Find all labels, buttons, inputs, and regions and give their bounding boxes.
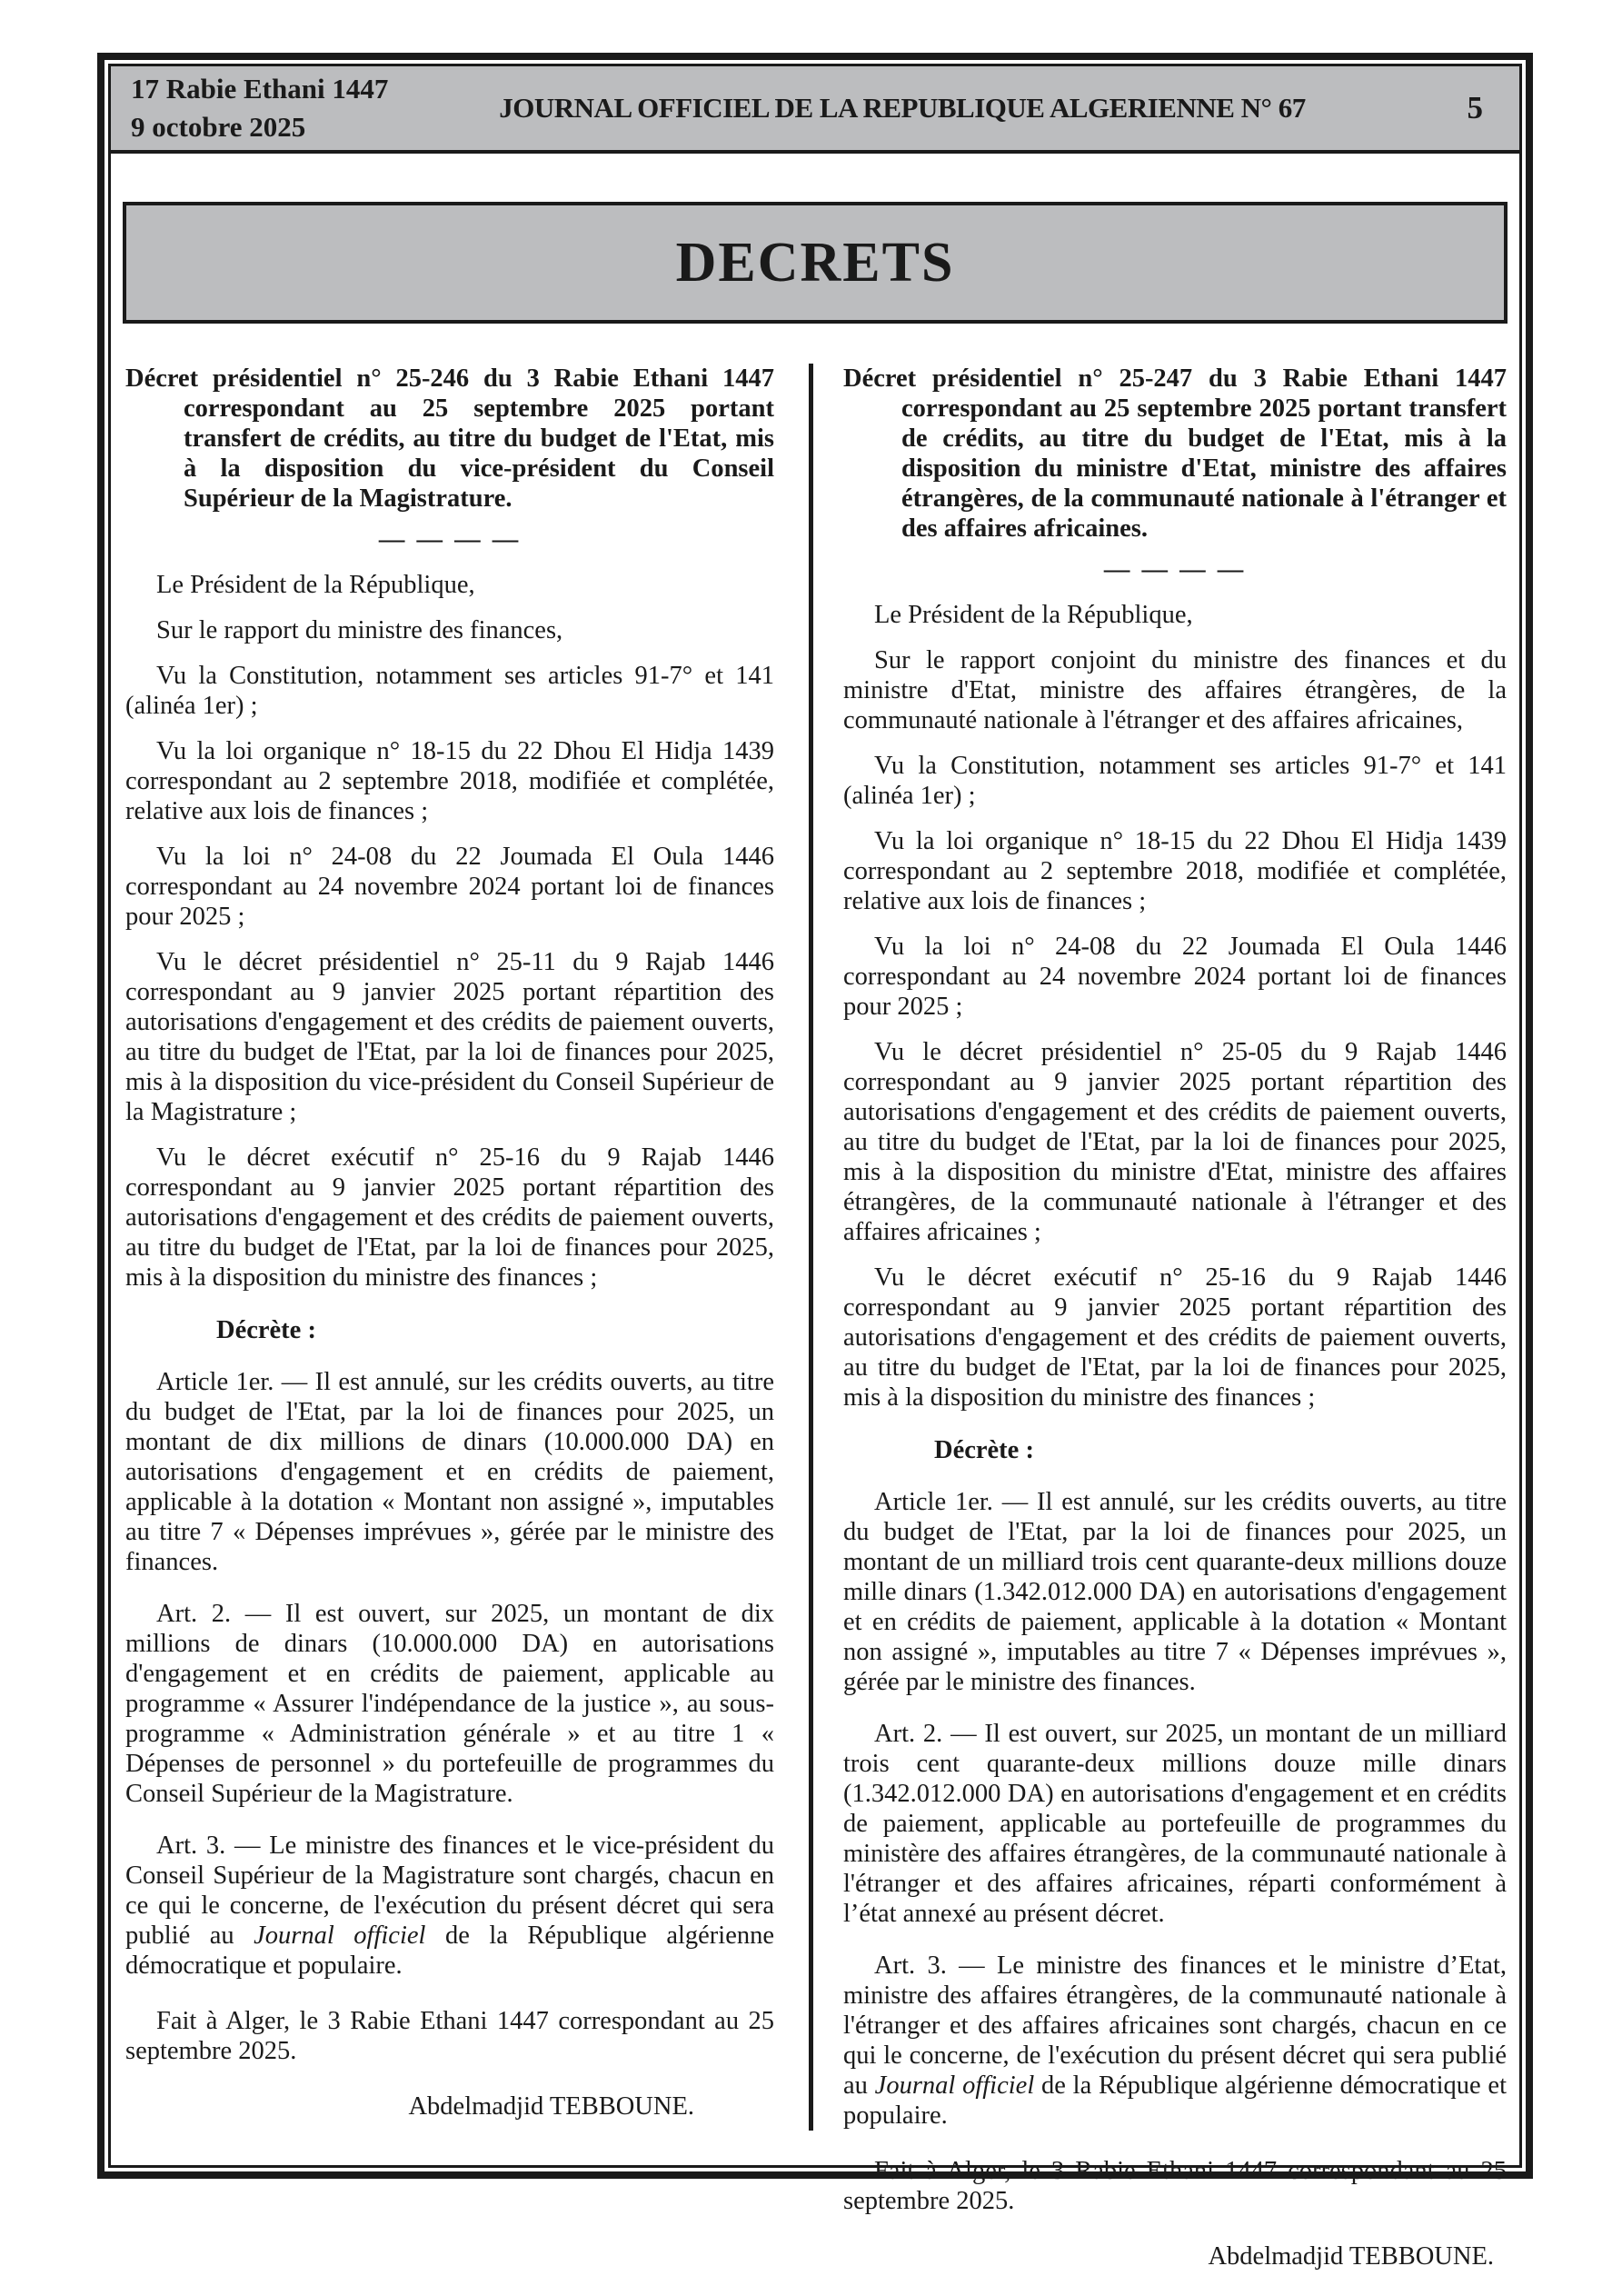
decree-title: Décret présidentiel n° 25-247 du 3 Rabie Ethani 1447 correspondant au 25 septembre 2025 portant transfert de crédits, au titre du budget de l'Etat, mis à la disposition du ministre d'Etat, ministre des affaires étrangères, de la communauté nationale à l'étranger et des affaires africaines.	[843, 364, 1507, 543]
paragraph: Le Président de la République,	[874, 601, 1193, 629]
article-3	[125, 1831, 774, 1981]
page-frame	[97, 53, 1533, 2271]
paragraph: Vu la Constitution, notamment ses articles 91-7° et 141 (alinéa 1er) ;	[125, 662, 774, 720]
decree-25-246-column	[111, 364, 809, 2121]
article-3-text-end: de la République algérienne démocratique et populaire.	[125, 1922, 774, 1980]
title-separator: — — — —	[378, 525, 522, 554]
content-columns	[111, 364, 1519, 2271]
page-frame-inner	[108, 64, 1522, 2271]
article-3-text-end: de la République algérienne démocratique et populaire.	[843, 2071, 1507, 2130]
signature: Abdelmadjid TEBBOUNE.	[1208, 2242, 1494, 2271]
issue-date-hijri: 17 Rabie Ethani 1447	[131, 73, 389, 105]
decrete-label: Décrète :	[216, 1316, 316, 1344]
dateline: Fait à Alger, le 3 Rabie Ethani 1447 correspondant au 25 septembre 2025.	[125, 2007, 774, 2065]
paragraph: Sur le rapport du ministre des finances,	[156, 616, 563, 644]
decree-25-247-column	[813, 364, 1519, 2271]
article-2: Art. 2. — Il est ouvert, sur 2025, un montant de dix millions de dinars (10.000.000 DA) en autorisations d'engagement et en crédits de paiement, applicable au programme « Assurer l'indépendance de la justice », au sous-programme « Administration générale » et au titre 1 « Dépenses de personnel » du portefeuille de programmes du Conseil Supérieur de la Magistrature.	[125, 1600, 774, 1808]
page-number: 5	[1467, 90, 1483, 125]
paragraph: Vu la loi organique n° 18-15 du 22 Dhou El Hidja 1439 correspondant au 2 septembre 2018, modifiée et complétée, relative aux lois de finances ;	[125, 737, 774, 825]
paragraph: Vu la Constitution, notamment ses articles 91-7° et 141 (alinéa 1er) ;	[843, 752, 1507, 810]
title-separator: — — — —	[1103, 555, 1247, 584]
journal-header	[111, 66, 1519, 154]
article-3-text: Art. 3. — Le ministre des finances et le vice-président du Conseil Supérieur de la Magistrature sont chargés, chacun en ce qui le concerne, de l'exécution du présent décret qui sera publié au	[125, 1832, 774, 1950]
journal-officiel-italic: Journal officiel	[874, 2071, 1035, 2100]
paragraph: Vu la loi n° 24-08 du 22 Joumada El Oula 1446 correspondant au 24 novembre 2024 portant loi de finances pour 2025 ;	[843, 933, 1507, 1021]
issue-dates	[131, 70, 431, 146]
paragraph: Sur le rapport conjoint du ministre des finances et du ministre d'Etat, ministre des affaires étrangères, de la communauté nationale à l'étranger et des affaires africaines,	[843, 646, 1507, 734]
paragraph: Vu le décret présidentiel n° 25-05 du 9 Rajab 1446 correspondant au 9 janvier 2025 portant répartition des autorisations d'engagement et des crédits de paiement ouverts, au titre du budget de l'Etat, par la loi de finances pour 2025, mis à la disposition du ministre d'Etat, ministre des affaires étrangères, de la communauté nationale à l'étranger et des affaires africaines ;	[843, 1038, 1507, 1246]
dateline: Fait à Alger, le 3 Rabie Ethani 1447 correspondant au 25 septembre 2025.	[843, 2157, 1507, 2215]
decrete-label: Décrète :	[934, 1436, 1034, 1464]
article-1: Article 1er. — Il est annulé, sur les crédits ouverts, au titre du budget de l'Etat, par la loi de finances pour 2025, un montant de un milliard trois cent quarante-deux millions douze mille dinars (1.342.012.000 DA) en autorisations d'engagement et en crédits de paiement, applicable à la dotation « Montant non assigné », imputables au titre 7 « Dépenses imprévues », gérée par le ministre des finances.	[843, 1488, 1507, 1696]
article-3	[843, 1951, 1507, 2131]
paragraph: Vu le décret exécutif n° 25-16 du 9 Rajab 1446 correspondant au 9 janvier 2025 portant répartition des autorisations d'engagement et des crédits de paiement ouverts, au titre du budget de l'Etat, par la loi de finances pour 2025, mis à la disposition du ministre des finances ;	[125, 1143, 774, 1292]
paragraph: Vu la loi n° 24-08 du 22 Joumada El Oula 1446 correspondant au 24 novembre 2024 portant loi de finances pour 2025 ;	[125, 843, 774, 931]
article-2: Art. 2. — Il est ouvert, sur 2025, un montant de un milliard trois cent quarante-deux millions douze mille dinars (1.342.012.000 DA) en autorisations d'engagement et en crédits de paiement, applicable au portefeuille de programmes du ministère des affaires étrangères, de la communauté nationale à l'étranger et des affaires africaines, réparti conformément à l’état annexé au présent décret.	[843, 1720, 1507, 1928]
issue-date-gregorian: 9 octobre 2025	[131, 111, 306, 143]
section-banner-label: DECRETS	[675, 231, 955, 294]
article-3-text: Art. 3. — Le ministre des finances et le ministre d’Etat, ministre des affaires étrangères, de la communauté nationale à l'étranger et des affaires africaines sont chargés, chacun en ce qui le concerne, de l'exécution du présent décret qui sera publié au	[843, 1952, 1507, 2100]
paragraph: Vu le décret présidentiel n° 25-11 du 9 Rajab 1446 correspondant au 9 janvier 2025 portant répartition des autorisations d'engagement et des crédits de paiement ouverts, au titre du budget de l'Etat, par la loi de finances pour 2025, mis à la disposition du vice-président du Conseil Supérieur de la Magistrature ;	[125, 948, 774, 1126]
article-1: Article 1er. — Il est annulé, sur les crédits ouverts, au titre du budget de l'Etat, par la loi de finances pour 2025, un montant de dix millions de dinars (10.000.000 DA) en autorisations d'engagement et en crédits de paiement, applicable à la dotation « Montant non assigné », imputables au titre 7 « Dépenses imprévues », gérée par le ministre des finances.	[125, 1368, 774, 1576]
paragraph: Vu le décret exécutif n° 25-16 du 9 Rajab 1446 correspondant au 9 janvier 2025 portant répartition des autorisations d'engagement et des crédits de paiement ouverts, au titre du budget de l'Etat, par la loi de finances pour 2025, mis à la disposition du ministre des finances ;	[843, 1263, 1507, 1412]
paragraph: Vu la loi organique n° 18-15 du 22 Dhou El Hidja 1439 correspondant au 2 septembre 2018, modifiée et complétée, relative aux lois de finances ;	[843, 827, 1507, 915]
paragraph: Le Président de la République,	[156, 571, 475, 599]
journal-officiel-italic: Journal officiel	[254, 1922, 426, 1950]
section-banner	[123, 202, 1508, 324]
decree-title: Décret présidentiel n° 25-246 du 3 Rabie Ethani 1447 correspondant au 25 septembre 2025 portant transfert de crédits, au titre du budget de l'Etat, mis à la disposition du vice-président du Conseil Supérieur de la Magistrature.	[125, 364, 774, 513]
journal-title: JOURNAL OFFICIEL DE LA REPUBLIQUE ALGERIENNE N° 67	[499, 92, 1306, 124]
signature: Abdelmadjid TEBBOUNE.	[408, 2092, 694, 2121]
